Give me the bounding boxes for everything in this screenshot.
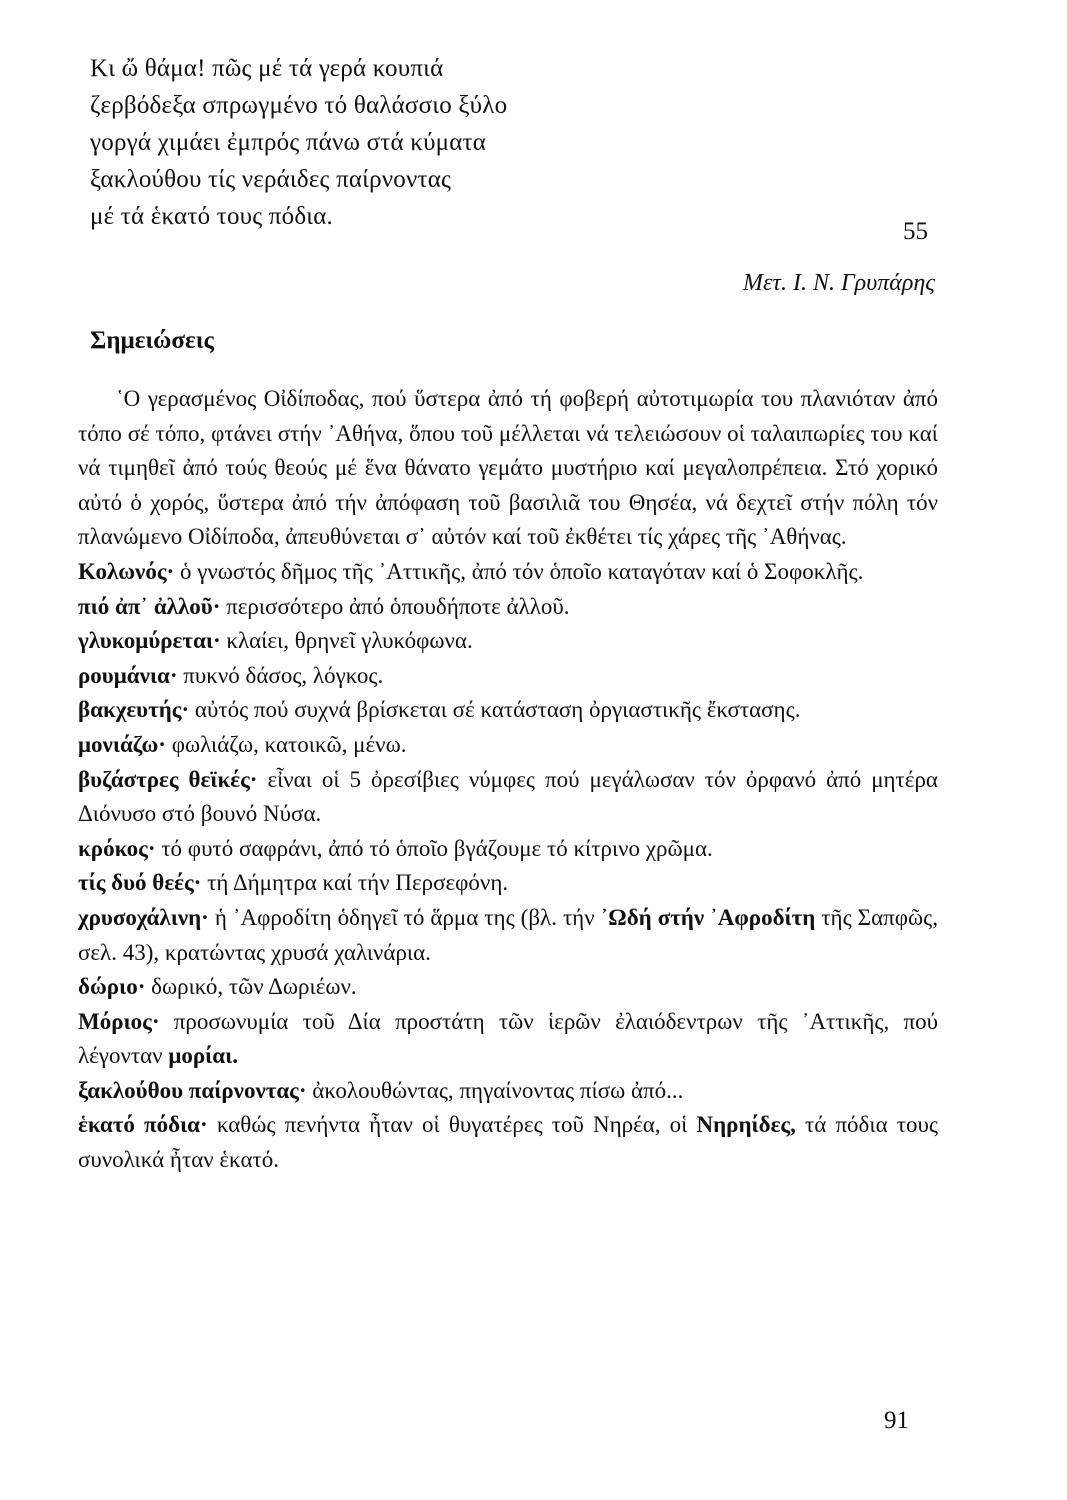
glossary-entry: [78, 1005, 938, 1074]
glossary-definition: προσωνυμία τοῦ Δία προστάτη τῶν ἱερῶν ἐλαιόδεντρων τῆς ᾿Αττικῆς, πού λέγονταν: [78, 1008, 938, 1069]
poem-line: γοργά χιμάει ἐμπρός πάνω στά κύματα: [90, 129, 487, 156]
glossary-reference: ᾿Ωδή στήν ᾿Αφροδίτη: [600, 904, 816, 930]
glossary-definition-continued: τῆς Σαπφῶς, σελ. 43), κρατώντας χρυσά χαλινάρια.: [78, 904, 939, 965]
glossary-term: ρουμάνια·: [78, 662, 178, 688]
notes-intro-paragraph: ῾Ο γερασμένος Οἰδίποδας, πού ὕστερα ἀπό τή φοβερή αὐτοτιμωρία του πλανιόταν ἀπό τόπο σέ τόπο, φτάνει στήν ᾿Αθήνα, ὅπου τοῦ μέλλεται νά τελειώσουν οἱ ταλαιπωρίες του καί νά τιμηθεῖ ἀπό τούς θεούς μέ ἕνα θάνατο γεμάτο μυστήριο καί μεγαλοπρέπεια. Στό χορικό αὐτό ὁ χορός, ὕστερα ἀπό τήν ἀπόφαση τοῦ βασιλιᾶ του Θησέα, νά δεχτεῖ στήν πόλη τόν πλανώμενο Οἰδίποδα, ἀπευθύνεται σ᾿ αὐτόν καί τοῦ ἐκθέτει τίς χάρες τῆς ᾿Αθήνας.: [78, 386, 938, 550]
glossary-definition: εἶναι οἱ 5 ὀρεσίβιες νύμφες πού μεγάλωσαν τόν ὀρφανό ἀπό μητέρα Διόνυσο στό βουνό Νύσα.: [78, 766, 938, 827]
glossary-term: μονιάζω·: [78, 731, 166, 757]
glossary-term: πιό ἀπ᾿ ἀλλοῦ·: [78, 593, 221, 619]
glossary-definition: αὐτός πού συχνά βρίσκεται σέ κατάσταση ὀργιαστικῆς ἔκστασης.: [189, 697, 801, 723]
glossary-definition: κλαίει, θρηνεῖ γλυκόφωνα.: [220, 628, 473, 654]
glossary-entry: [78, 866, 938, 901]
glossary-definition: περισσότερο ἀπό ὁπουδήποτε ἀλλοῦ.: [220, 593, 570, 619]
glossary-term: βακχευτής·: [78, 697, 190, 723]
glossary-entry: [78, 555, 938, 590]
page-number: 91: [884, 1407, 909, 1434]
glossary-term: χρυσοχάλινη·: [78, 904, 209, 930]
glossary-term: βυζάστρες θεϊκές·: [78, 766, 258, 792]
glossary-definition: πυκνό δάσος, λόγκος.: [177, 662, 384, 688]
poem-line: Κι ὤ θάμα! πῶς μέ τά γερά κουπιά: [90, 55, 444, 82]
poem-excerpt: [90, 50, 940, 235]
poem-line: ξακλούθου τίς νεράιδες παίρνοντας: [90, 166, 452, 193]
glossary-term: ξακλούθου παίρνοντας·: [78, 1077, 307, 1103]
glossary-term: κρόκος·: [78, 835, 156, 861]
glossary-reference: Νηρηίδες,: [696, 1112, 796, 1138]
glossary-term: Κολωνός·: [78, 558, 175, 584]
glossary-definition: καθώς πενήντα ἦταν οἱ θυγατέρες τοῦ Νηρέα, οἱ: [207, 1112, 697, 1138]
glossary-entry: [78, 624, 938, 659]
glossary-term: ἑκατό πόδια·: [78, 1112, 208, 1138]
verse-line-number: 55: [903, 218, 928, 245]
poem-line: ζερβόδεξα σπρωγμένο τό θαλάσσιο ξύλο: [90, 92, 508, 119]
glossary-entry: [78, 590, 938, 625]
glossary-definition: τή Δήμητρα καί τήν Περσεφόνη.: [201, 870, 509, 896]
glossary-term: Μόριος·: [78, 1008, 160, 1034]
glossary-entry: [78, 1074, 938, 1109]
notes-heading: Σημειώσεις: [90, 327, 214, 354]
glossary-entry: [78, 1108, 938, 1177]
glossary-definition: δωρικό, τῶν Δωριέων.: [145, 974, 357, 1000]
glossary-definition: ἡ ᾿Αφροδίτη ὁδηγεῖ τό ἅρμα της (βλ. τήν: [208, 904, 601, 930]
glossary-definition: τό φυτό σαφράνι, ἀπό τό ὁποῖο βγάζουμε τό κίτρινο χρῶμα.: [155, 835, 713, 861]
glossary-definition: ὁ γνωστός δῆμος τῆς ᾿Αττικῆς, ἀπό τόν ὁποῖο καταγόταν καί ὁ Σοφοκλῆς.: [174, 558, 864, 584]
glossary-entry: [78, 763, 938, 832]
glossary-entry: [78, 832, 938, 867]
glossary-definition: φωλιάζω, κατοικῶ, μένω.: [165, 731, 407, 757]
glossary-reference: μορίαι.: [168, 1043, 239, 1069]
glossary-term: δώριο·: [78, 974, 146, 1000]
glossary-entry: [78, 693, 938, 728]
glossary-entry: [78, 728, 938, 763]
glossary-entry: [78, 659, 938, 694]
glossary-definition-continued: τά πόδια τους συνολικά ἦταν ἑκατό.: [78, 1112, 938, 1173]
glossary-entry: [78, 901, 938, 970]
glossary-term: τίς δυό θεές·: [78, 870, 202, 896]
notes-body: [78, 382, 938, 1178]
glossary-entry: [78, 970, 938, 1005]
translator-credit: Μετ. Ι. Ν. Γρυπάρης: [742, 270, 935, 296]
glossary-term: γλυκομύρεται·: [78, 628, 221, 654]
glossary-definition: ἀκολουθώντας, πηγαίνοντας πίσω ἀπό...: [306, 1077, 684, 1103]
poem-line: μέ τά ἑκατό τους πόδια.: [90, 203, 333, 230]
